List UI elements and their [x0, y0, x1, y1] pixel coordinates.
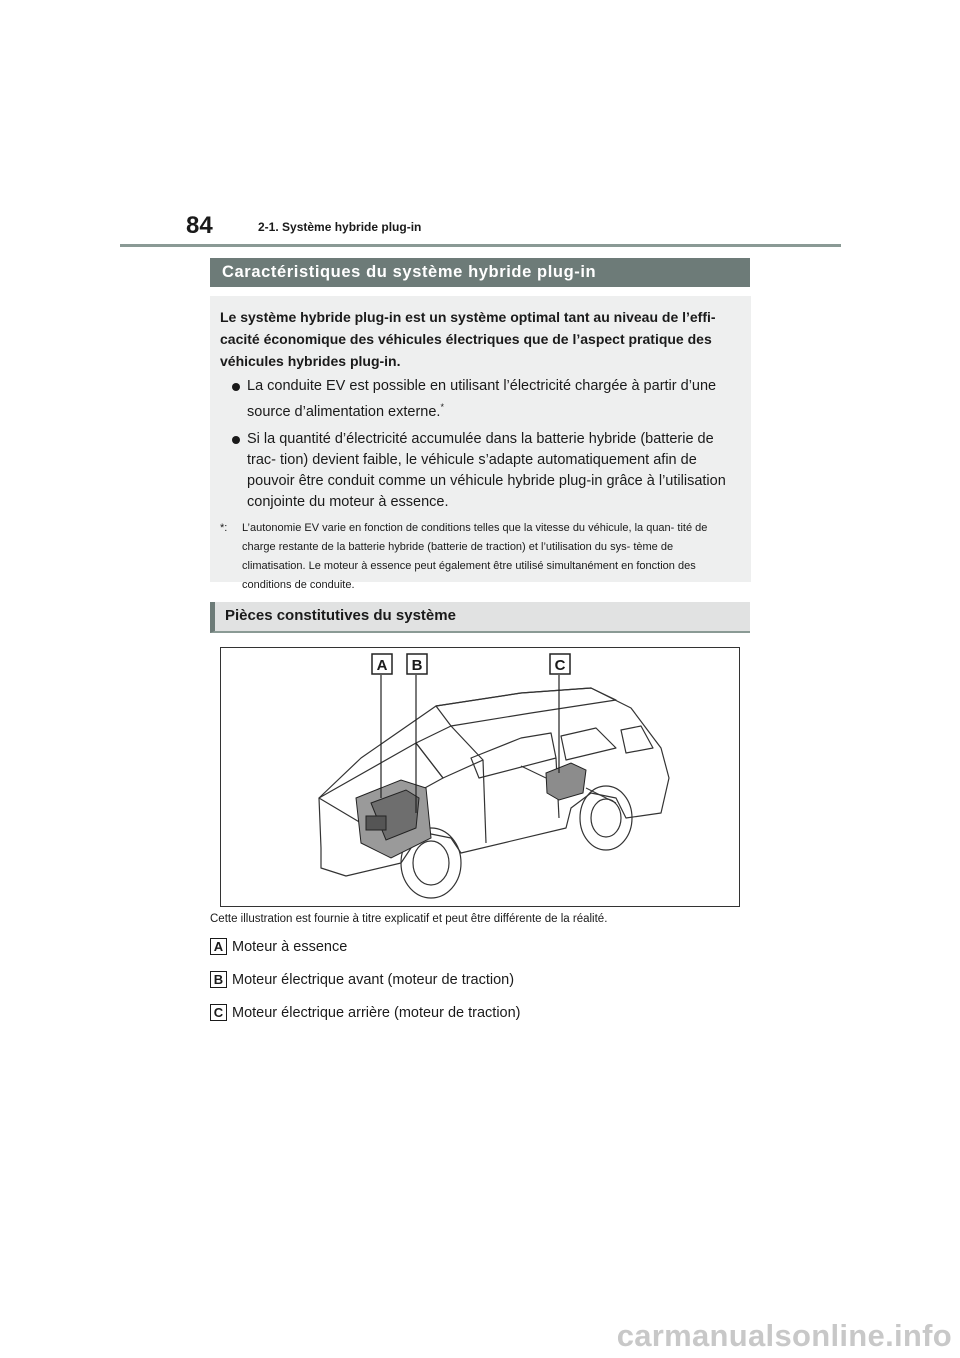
footnote-mark: *:	[220, 521, 228, 534]
page-number: 84	[186, 212, 213, 239]
suv-drawing	[221, 648, 738, 905]
bullet-item	[220, 429, 737, 513]
intro-paragraph: Le système hybride plug-in est un système optimal tant au niveau de l’effi- cacité économique des véhicules électriques que de l’aspect pratique des véhicules hybrides plug-in.	[220, 309, 716, 369]
bullet-dot-icon	[232, 436, 240, 444]
bullet-text: La conduite EV est possible en utilisant l’électricité chargée à partir d’une source d’alimentation externe.	[247, 378, 717, 420]
footnote-text: L’autonomie EV varie en fonction de conditions telles que la vitesse du véhicule, la quan- tité de charge restante de la batterie hybride (batterie de traction) et l’utilisation du sys- tème de climatisation. Le moteur à essence peut également être utilisé simultanément en fonction des conditions de conduite.	[242, 521, 708, 591]
bullet-item	[220, 376, 737, 423]
legend-badge: A	[210, 938, 227, 955]
callout-label-a: A	[376, 657, 388, 674]
section-reference: 2-1. Système hybride plug-in	[258, 220, 422, 234]
legend-badge: B	[210, 971, 227, 988]
section-title-components: Pièces constitutives du système	[210, 602, 750, 633]
callout-label-b: B	[411, 657, 423, 674]
bullet-text: Si la quantité d’électricité accumulée dans la batterie hybride (batterie de trac- tion) devient faible, le véhicule s’adapte automatiquement afin de pouvoir être conduit comme un véhicule hybride plug-in grâce à l’utilisation conjointe du moteur à essence.	[247, 430, 726, 510]
legend-text: Moteur à essence	[232, 939, 348, 955]
vehicle-illustration	[220, 647, 740, 907]
callout-label-c: C	[554, 657, 566, 674]
legend-text: Moteur électrique avant (moteur de traction)	[232, 972, 515, 988]
section-title-features: Caractéristiques du système hybride plug-in	[210, 258, 750, 287]
footnote	[220, 519, 737, 595]
figure-caption: Cette illustration est fournie à titre explicatif et peut être différente de la réalité.	[210, 913, 608, 925]
legend-text: Moteur électrique arrière (moteur de traction)	[232, 1005, 521, 1021]
watermark: carmanualsonline.info	[616, 1318, 952, 1353]
legend-badge: C	[210, 1004, 227, 1021]
header-divider	[120, 244, 841, 247]
footnote-reference: *	[440, 402, 444, 412]
bullet-dot-icon	[232, 383, 240, 391]
features-info-box	[210, 296, 751, 591]
